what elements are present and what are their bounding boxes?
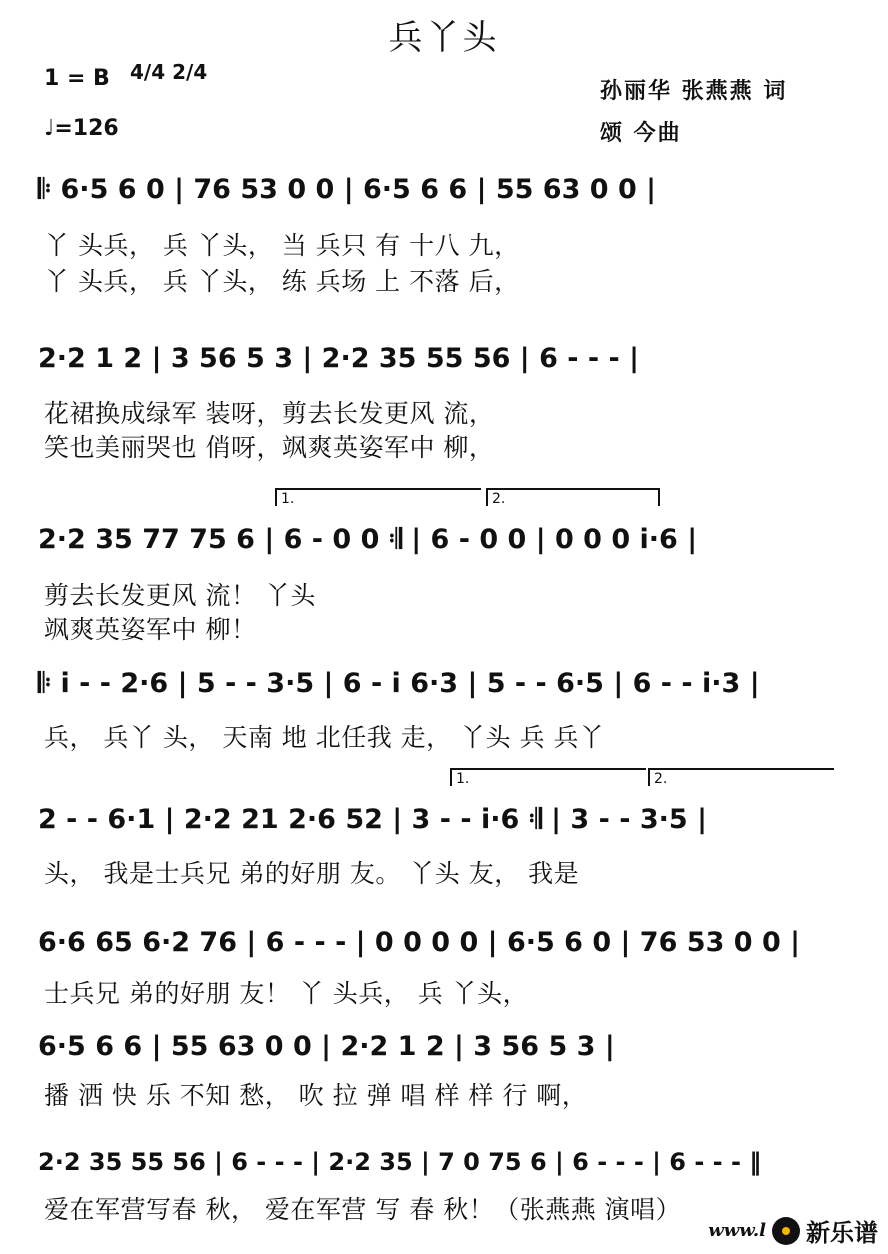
notation-line: 2·2 35 55 56 | 6 - - - | 2·2 35 | 7 0 75 6 | 6 - - - | 6 - - - ‖ — [38, 1148, 762, 1176]
composer-credit: 颂 今曲 — [600, 121, 682, 146]
lyric-line: 爱在军营写春 秋， 爱在军营 写 春 秋！（张燕燕 演唱） — [44, 1195, 682, 1224]
notation-line: 6·5 6 6 | 55 63 0 0 | 2·2 1 2 | 3 56 5 3 | — [38, 1030, 615, 1062]
lyric-line: 笑也美丽哭也 俏呀，飒爽英姿军中 柳， — [44, 433, 495, 462]
score-system-8 — [38, 1138, 838, 1186]
lyricist-credit: 孙丽华 张燕燕 词 — [600, 79, 788, 104]
notation-line: 𝄆 6·5 6 0 | 76 53 0 0 | 6·5 6 6 | 55 63 0 0 | — [38, 174, 657, 205]
notation-line: 2·2 1 2 | 3 56 5 3 | 2·2 35 55 56 | 6 - - - | — [38, 342, 639, 374]
song-title: 兵丫头 — [388, 18, 500, 58]
lyric-line: 丫 头兵， 兵 丫头， 练 兵场 上 不落 后， — [44, 267, 520, 296]
lyric-line: 播 洒 快 乐 不知 愁， 吹 拉 弹 唱 样 样 行 啊， — [44, 1081, 588, 1110]
volta-bracket-second: 2. — [486, 488, 660, 506]
lyric-line: 丫 头兵， 兵 丫头， 当 兵只 有 十八 九， — [44, 231, 520, 260]
record-disc-icon — [772, 1217, 800, 1245]
notation-line: 6·6 65 6·2 76 | 6 - - - | 0 0 0 0 | 6·5 6 0 | 76 53 0 0 | — [38, 926, 800, 958]
notation-line: 2 - - 6·1 | 2·2 21 2·6 52 | 3 - - i·6 𝄇 | 3 - - 3·5 | — [38, 804, 707, 835]
score-system-1 — [38, 166, 838, 214]
volta-bracket-first: 1. — [275, 488, 481, 506]
tempo-mark: ♩=126 — [44, 116, 119, 141]
watermark-brand: 新乐谱 — [806, 1219, 878, 1247]
score-system-6 — [38, 918, 838, 966]
score-system-4 — [38, 660, 838, 708]
key-signature: 1 = B — [44, 66, 110, 91]
score-system-3 — [38, 516, 838, 564]
score-system-2 — [38, 334, 838, 382]
volta-bracket-first: 1. — [450, 768, 646, 786]
volta-bracket-second: 2. — [648, 768, 834, 786]
score-system-7 — [38, 1022, 838, 1070]
watermark-url: www.l — [708, 1220, 766, 1241]
notation-line: 2·2 35 77 75 6 | 6 - 0 0 𝄇 | 6 - 0 0 | 0 0 0 i·6 | — [38, 524, 698, 555]
time-signature: 4/4 2/4 — [130, 60, 208, 84]
lyric-line: 兵， 兵丫 头， 天南 地 北任我 走， 丫头 兵 兵丫 — [44, 723, 605, 752]
score-system-5 — [38, 796, 838, 844]
notation-line: 𝄆 i - - 2·6 | 5 - - 3·5 | 6 - i 6·3 | 5 - - 6·5 | 6 - - i·3 | — [38, 668, 760, 699]
lyric-line: 剪去长发更风 流！ 丫头 — [44, 581, 316, 610]
lyric-line: 花裙换成绿军 装呀，剪去长发更风 流， — [44, 399, 495, 428]
lyric-line: 飒爽英姿军中 柳！ — [44, 615, 257, 644]
site-watermark — [708, 1213, 878, 1248]
lyric-line: 头， 我是士兵兄 弟的好朋 友。 丫头 友， 我是 — [44, 859, 580, 888]
lyric-line: 士兵兄 弟的好朋 友！ 丫 头兵， 兵 丫头， — [44, 979, 529, 1008]
